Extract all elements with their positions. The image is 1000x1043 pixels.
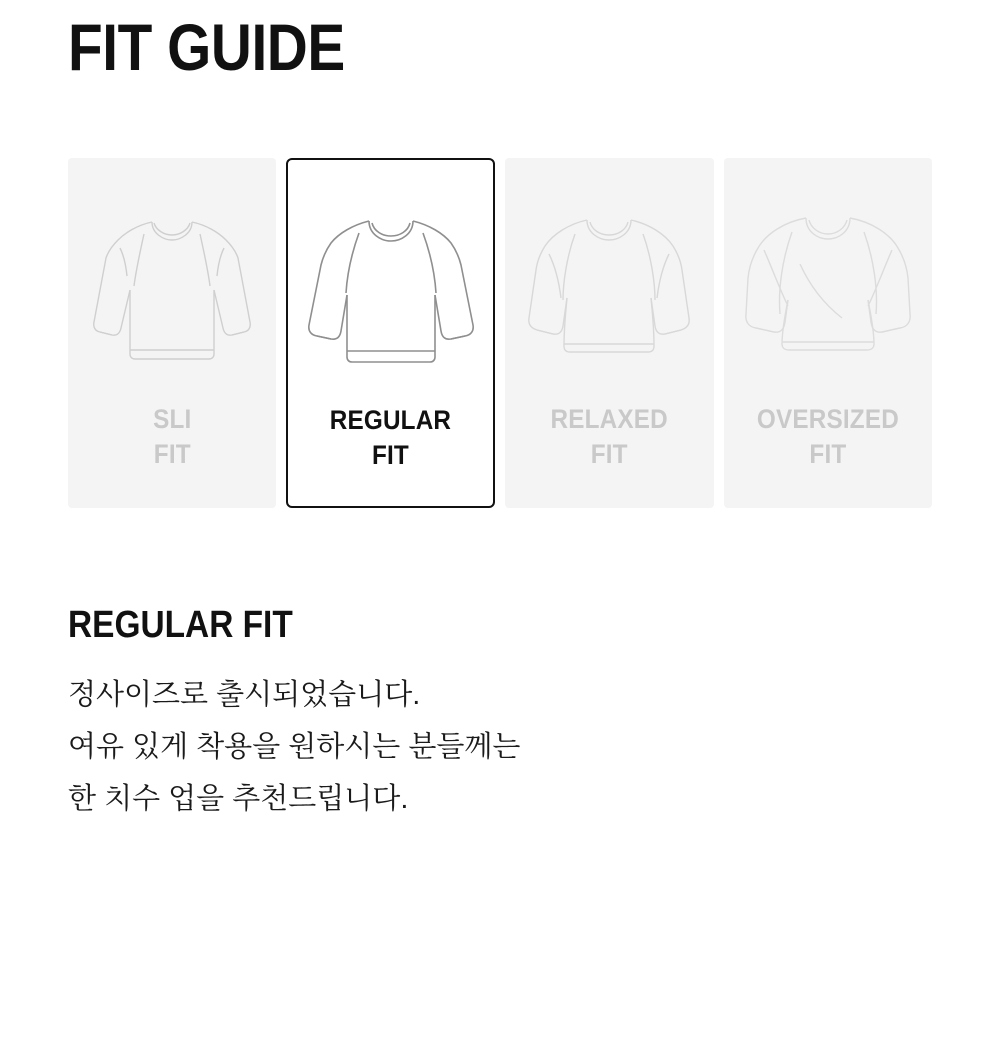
description-line-3: 한 치수 업을 추천드립니다. xyxy=(68,782,409,815)
fit-card-oversized[interactable] xyxy=(724,158,932,508)
fit-options-row xyxy=(68,158,932,508)
fit-card-regular-label xyxy=(330,403,451,472)
description-line-2: 여유 있게 착용을 원하시는 분들께는 xyxy=(68,730,521,763)
fit-card-oversized-label-line2: FIT xyxy=(809,438,847,469)
fit-card-relaxed-label-line2: FIT xyxy=(590,438,628,469)
fit-card-regular[interactable] xyxy=(286,158,495,508)
page-title: FIT GUIDE xyxy=(68,10,345,84)
selected-fit-description xyxy=(68,673,932,822)
fit-card-relaxed-label-line1: RELAXED xyxy=(550,404,668,434)
fit-card-slim[interactable] xyxy=(68,158,276,508)
oversized-fit-shirt-icon xyxy=(733,191,923,376)
fit-card-relaxed[interactable] xyxy=(505,158,713,508)
slim-fit-shirt-icon xyxy=(77,191,267,376)
fit-card-slim-label-line1: SLI xyxy=(153,404,192,434)
fit-card-oversized-label-line1: OVERSIZED xyxy=(756,404,899,434)
regular-fit-shirt-icon xyxy=(296,192,486,377)
description-line-1: 정사이즈로 출시되었습니다. xyxy=(68,679,421,711)
fit-card-oversized-label xyxy=(757,402,899,471)
selected-fit-title: REGULAR FIT xyxy=(68,604,293,646)
fit-card-slim-label-line2: FIT xyxy=(153,438,191,469)
fit-card-relaxed-label xyxy=(551,402,668,471)
fit-card-regular-label-line1: REGULAR xyxy=(330,405,452,435)
fit-card-slim-label xyxy=(153,402,191,471)
fit-card-regular-label-line2: FIT xyxy=(372,439,410,470)
relaxed-fit-shirt-icon xyxy=(514,191,704,376)
